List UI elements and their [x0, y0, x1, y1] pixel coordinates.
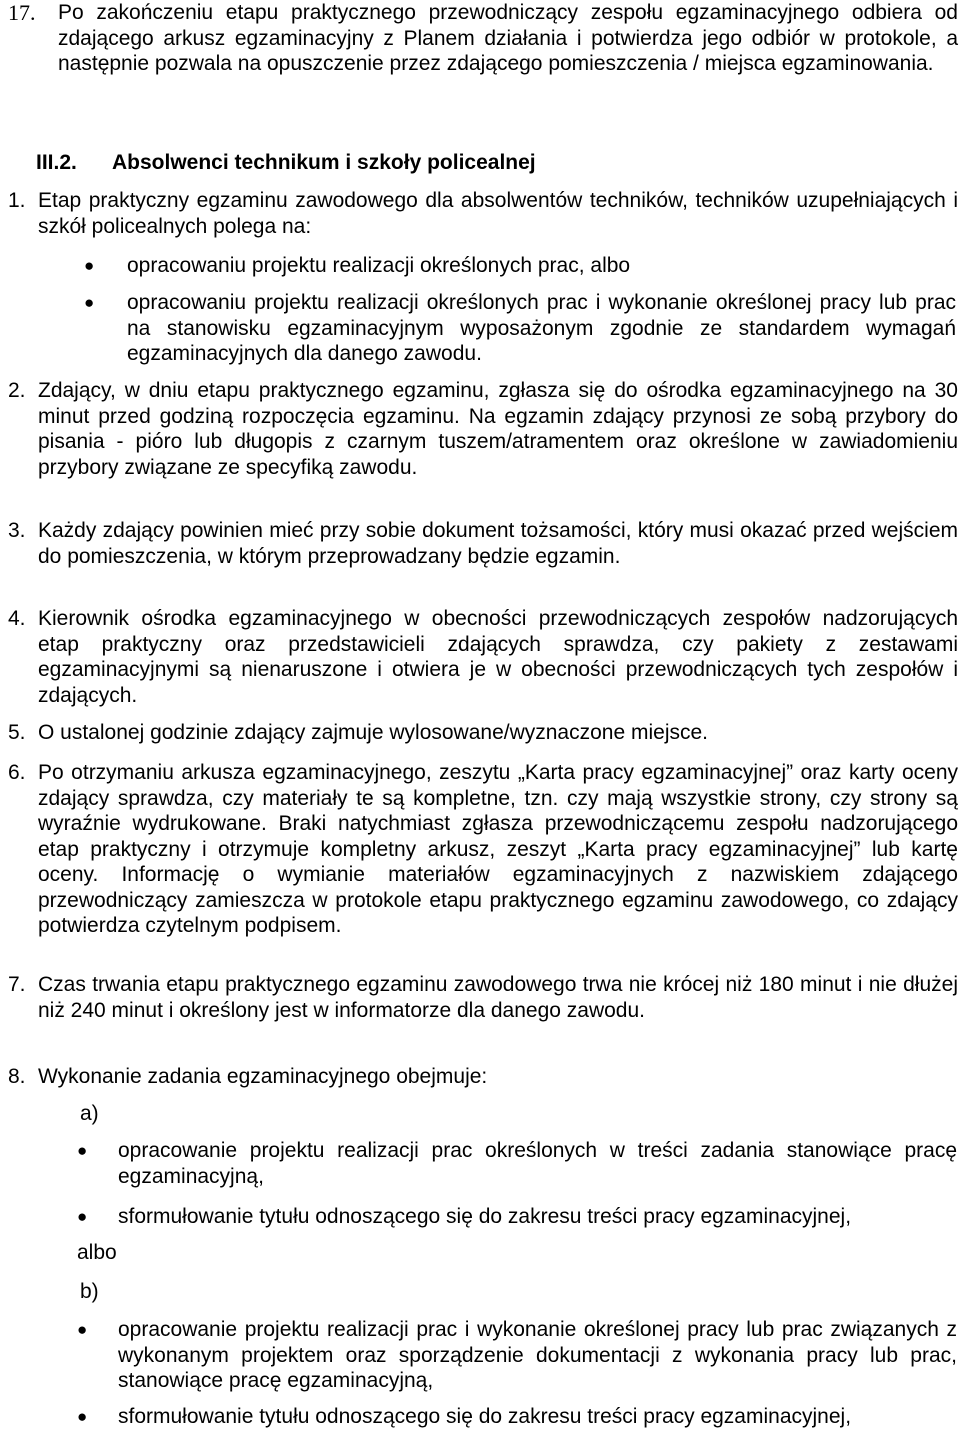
bullet-icon: ● [84, 256, 95, 275]
sublist-label-a: a) [80, 1102, 99, 1125]
list-item-4 [8, 606, 958, 708]
bullet-icon: ● [77, 1141, 88, 1160]
bullet-text: sformułowanie tytułu odnoszącego się do zakresu treści pracy egzaminacyjnej, [118, 1405, 852, 1428]
item-text: Zdający, w dniu etapu praktycznego egzaminu, zgłasza się do ośrodka egzaminacyjnego na 30 minut przed godziną rozpoczęcia egzaminu. Na egzamin zdający przynosi ze sobą przybory do pisania - pióro lub długopis z czarnym tuszem/atramentem oraz określone w zawiadomieniu przybory związane ze specyfiką zawodu. [38, 379, 958, 479]
item-text: Kierownik ośrodka egzaminacyjnego w obecności przewodniczących zespołów nadzorujących etap praktyczny oraz przedstawicieli zdających sprawdza, czy pakiety z zestawami egzaminacyjnymi są nienaruszone i otwiera je w obecności przewodniczących tych zespołów i zdających. [38, 607, 958, 707]
bullet-text: opracowaniu projektu realizacji określonych prac i wykonanie określonej pracy lub prac na stanowisku egzaminacyjnym wyposażonym zgodnie ze standardem wymagań egzaminacyjnych dla danego zawodu. [127, 291, 956, 365]
item-number: 6. [8, 761, 26, 784]
item-text: O ustalonej godzinie zdający zajmuje wylosowane/wyznaczone miejsce. [38, 721, 709, 744]
bullet-text: sformułowanie tytułu odnoszącego się do zakresu treści pracy egzaminacyjnej, [118, 1205, 852, 1228]
bullet-icon: ● [77, 1320, 88, 1339]
item-number: 1. [8, 189, 26, 212]
bullet-item [77, 1138, 957, 1189]
list-item-1 [8, 188, 958, 239]
bullet-text: opracowanie projektu realizacji prac i wykonanie określonej pracy lub prac związanych z wykonanym projektem oraz sporządzenie dokumentacji z wykonania pracy lub prac, stanowiące pracę egzaminacyjną, [118, 1318, 957, 1392]
item-text: Etap praktyczny egzaminu zawodowego dla absolwentów techników, techników uzupełniających i szkół policealnych polega na: [38, 189, 958, 238]
bullet-item [77, 1317, 957, 1394]
item-text: Czas trwania etapu praktycznego egzaminu zawodowego trwa nie krócej niż 180 minut i nie dłużej niż 240 minut i określony jest w informatorze dla danego zawodu. [38, 973, 958, 1022]
bullet-icon: ● [84, 293, 95, 312]
list-item-2 [8, 378, 958, 480]
item-text: Po otrzymaniu arkusza egzaminacyjnego, zeszytu „Karta pracy egzaminacyjnej” oraz karty oceny zdający sprawdza, czy materiały te są kompletne, tzn. czy mają wszystkie strony, czy strony są wyraźnie wydrukowane. Braki natychmiast zgłasza przewodniczącemu zespołu nadzorującego etap praktyczny i otrzymuje kompletny arkusz, zeszyt „Karta pracy egzaminacyjnej” lub kartę oceny. Informację o wymianie materiałów egzaminacyjnych z nazwiskiem zdającego przewodniczący zamieszcza w protokole etapu praktycznego egzaminu zawodowego, co zdający potwierdza czytelnym podpisem. [38, 761, 958, 937]
item-number: 8. [8, 1065, 26, 1088]
list-item-8 [8, 1064, 958, 1090]
list-item-5 [8, 720, 958, 746]
bullet-text: opracowanie projektu realizacji prac określonych w treści zadania stanowiące pracę egzaminacyjną, [118, 1139, 957, 1188]
bullet-icon: ● [77, 1407, 88, 1426]
section-title: Absolwenci technikum i szkoły policealnej [112, 151, 536, 174]
item-number: 7. [8, 973, 26, 996]
bullet-text: opracowaniu projektu realizacji określonych prac, albo [127, 254, 631, 277]
item-number: 17. [8, 0, 36, 25]
bullet-icon: ● [77, 1207, 88, 1226]
item-text: Każdy zdający powinien mieć przy sobie dokument tożsamości, który musi okazać przed wejściem do pomieszczenia, w którym przeprowadzany będzie egzamin. [38, 519, 958, 568]
item-text: Wykonanie zadania egzaminacyjnego obejmuje: [38, 1065, 488, 1088]
item-number: 4. [8, 607, 26, 630]
list-item-7 [8, 972, 958, 1023]
item-text: Po zakończeniu etapu praktycznego przewodniczący zespołu egzaminacyjnego odbiera od zdającego arkusz egzaminacyjny z Planem działania i potwierdza jego odbiór w protokole, a następnie pozwala na opuszczenie przez zdającego pomieszczenia / miejsca egzaminowania. [58, 1, 958, 75]
section-heading [36, 150, 536, 176]
list-item-17 [8, 0, 958, 77]
bullet-item [77, 1204, 957, 1230]
bullet-item [84, 290, 956, 367]
item-number: 2. [8, 379, 26, 402]
item-number: 5. [8, 721, 26, 744]
section-number: III.2. [36, 151, 77, 174]
list-item-6 [8, 760, 958, 939]
alternative-label: albo [77, 1241, 117, 1264]
bullet-item [77, 1404, 957, 1430]
bullet-item [84, 253, 956, 279]
list-item-3 [8, 518, 958, 569]
sublist-label-b: b) [80, 1280, 99, 1303]
item-number: 3. [8, 519, 26, 542]
